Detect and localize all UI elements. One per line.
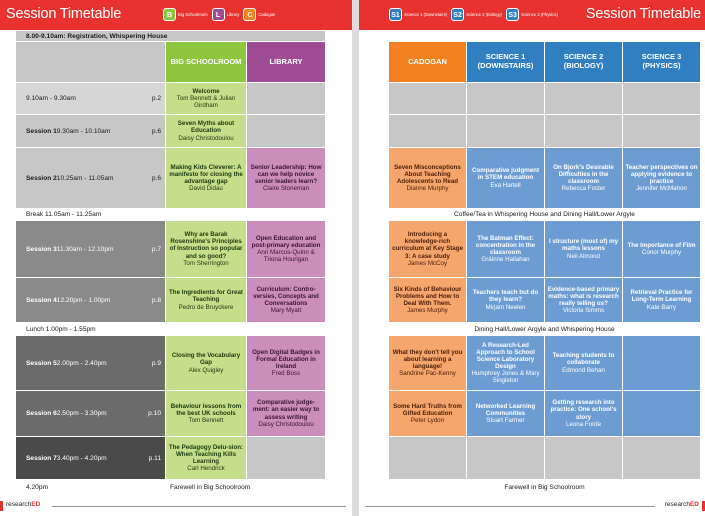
- empty-slot: [389, 437, 466, 479]
- session-speaker: Daisy Christodoulou: [258, 420, 314, 428]
- row-label-session-7: [16, 437, 165, 479]
- row-label-session-2: [16, 148, 165, 208]
- column-header-science-3: [623, 42, 700, 82]
- empty-slot: [545, 437, 622, 479]
- empty-slot: [623, 336, 700, 390]
- row-label-session-5: [16, 336, 165, 390]
- empty-slot: [467, 437, 544, 479]
- session-cell: [247, 148, 325, 208]
- session-title: Getting research into practice: One school's story: [550, 399, 617, 421]
- session-title: Open Education and post-primary education: [251, 234, 321, 249]
- legend-badge: S3: [506, 8, 519, 21]
- column-header-text: CADOGAN: [408, 56, 447, 66]
- session-title: Evidence-based primary maths: what is research really telling us?: [547, 285, 620, 307]
- empty-slot: [545, 83, 622, 114]
- break-text: Break 11.05am - 11.25am: [26, 211, 102, 218]
- legend-badge: C: [243, 8, 256, 21]
- session-speaker: Claire Stoneman: [262, 185, 310, 193]
- column-header-text: SCIENCE 2 (BIOLOGY): [563, 52, 604, 70]
- column-header-text: SCIENCE 3 (PHYSICS): [641, 52, 682, 70]
- lunch-band: [389, 323, 700, 335]
- row-time: 12.20pm - 1.00pm: [56, 296, 111, 304]
- left-footer: [0, 501, 352, 511]
- session-cell: [389, 221, 466, 277]
- page-ref: p.6: [151, 127, 161, 135]
- session-number: Session 5: [26, 359, 57, 367]
- session-speaker: Gráinne Hallahan: [481, 256, 530, 264]
- session-cell: [545, 148, 622, 208]
- legend-science-2: [451, 8, 502, 21]
- legend-label: Science 2 (Biology): [466, 12, 503, 17]
- left-header-bar: [0, 0, 352, 30]
- session-speaker: Mary Myatt: [270, 307, 302, 315]
- left-room-legend: [163, 8, 275, 21]
- legend-badge: S1: [389, 8, 402, 21]
- column-header-library: [247, 42, 325, 82]
- session-speaker: Jennifer McMahon: [636, 185, 687, 193]
- logo-suffix: ED: [31, 501, 41, 508]
- empty-slot: [545, 115, 622, 147]
- session-speaker: Humphrey Jones & Mary Singleton: [471, 370, 540, 385]
- legend-label: Science 3 (Physics): [521, 12, 558, 17]
- session-speaker: Edmond Behan: [562, 366, 605, 374]
- row-time: 9.10am - 9.30am: [26, 95, 76, 102]
- session-speaker: James McCoy: [407, 259, 448, 267]
- session-cell: [166, 391, 246, 436]
- session-speaker: Peter Lydon: [410, 417, 445, 425]
- session-speaker: Kate Barry: [646, 303, 677, 311]
- logo-suffix: ED: [689, 501, 699, 508]
- legend-label: Cadogan: [258, 12, 276, 17]
- column-header-text: BIG SCHOOLROOM: [170, 56, 242, 66]
- farewell-text: Farewell in Big Schoolroom: [504, 483, 585, 491]
- session-speaker: Alex Quigley: [188, 366, 224, 374]
- column-header-text: SCIENCE 1 (DOWNSTAIRS): [477, 52, 534, 70]
- session-number: Session 1: [26, 127, 57, 135]
- empty-slot: [389, 83, 466, 114]
- row-time: 2.50pm - 3.30pm: [56, 410, 107, 417]
- page-ref: p.6: [151, 174, 161, 182]
- footer-rule: [365, 506, 655, 507]
- session-cell: [166, 336, 246, 390]
- session-cell: [166, 83, 246, 114]
- session-cell: [389, 148, 466, 208]
- footer-rule: [52, 506, 346, 507]
- session-title: Introducing a knowledge-rich curriculum at Key Stage 3: A case study: [392, 231, 463, 260]
- session-title: Teacher perspectives on applying evidence to practice: [625, 163, 698, 185]
- session-title: The Importance of Film: [627, 241, 696, 249]
- farewell-text: Farewell in Big Schoolroom: [170, 483, 251, 491]
- session-speaker: Tom Bennett & Julian Girdham: [176, 94, 236, 110]
- session-speaker: Fred Boss: [271, 370, 301, 378]
- legend-science-1: [389, 8, 447, 21]
- session-speaker: Tom Sherrington: [183, 259, 229, 267]
- right-room-legend: [389, 8, 558, 21]
- page-ref: p.7: [151, 245, 161, 253]
- legend-big-schoolroom: [163, 8, 208, 21]
- row-time: 3.40pm - 4.20pm: [56, 454, 107, 462]
- empty-slot: [247, 437, 325, 479]
- session-speaker: Conor Murphy: [641, 249, 682, 256]
- session-cell: [166, 278, 246, 322]
- session-cell: [247, 221, 325, 277]
- session-cell: [467, 391, 544, 436]
- session-speaker: Daisy Christodoulou: [178, 134, 234, 142]
- session-title: Behaviour lessons from the best UK schools: [170, 402, 242, 417]
- session-title: Curriculum: Contro-versies, Concepts and Conversations: [253, 285, 319, 307]
- lunch-band: [16, 323, 325, 335]
- session-speaker: Neil Almond: [566, 252, 600, 260]
- row-time: 10.25am - 11.05am: [56, 174, 114, 182]
- session-speaker: Sandrine Pac-Kenny: [399, 370, 456, 378]
- session-speaker: Mirjam Neelen: [485, 303, 526, 311]
- session-number: Session 4: [26, 296, 57, 304]
- page-ref: p.11: [148, 454, 161, 462]
- session-cell: [166, 148, 246, 208]
- farewell-band: [389, 480, 700, 494]
- session-title: Six Kinds of Behaviour Problems and How to Deal With Them.: [393, 285, 462, 307]
- session-cell: [389, 391, 466, 436]
- session-cell: [545, 391, 622, 436]
- legend-library: [212, 8, 240, 21]
- legend-label: Big Schoolroom: [178, 12, 208, 17]
- session-cell: [166, 221, 246, 277]
- session-cell: [623, 148, 700, 208]
- legend-science-3: [506, 8, 558, 21]
- session-speaker: Rebecca Foster: [561, 185, 606, 193]
- registration-band: [16, 31, 325, 41]
- session-cell: [247, 391, 325, 436]
- row-label-welcome: [16, 83, 165, 114]
- column-header-text: LIBRARY: [269, 56, 303, 66]
- session-title: The Ingredients for Great Teaching: [169, 289, 243, 304]
- logo-prefix: research: [664, 501, 690, 508]
- session-title: Making Kids Cleverer: A manifesto for closing the advantage gap: [169, 163, 243, 185]
- session-title: Comparative judgment in STEM education: [471, 167, 540, 182]
- researched-logo: [665, 501, 699, 508]
- page-ref: p.9: [151, 359, 161, 367]
- session-title: Retrieval Practice for Long-Term Learning: [630, 289, 693, 304]
- researched-logo: [6, 501, 40, 508]
- coffee-text: Coffee/Tea in Whispering House and Dining Hall/Lower Argyle: [454, 211, 635, 218]
- session-cell: [166, 115, 246, 147]
- session-number: Session 2: [26, 174, 57, 182]
- session-cell: [247, 278, 325, 322]
- column-header-cadogan: [389, 42, 466, 82]
- empty-slot: [247, 83, 325, 114]
- break-band: [16, 209, 325, 220]
- column-header-science-1: [467, 42, 544, 82]
- session-title: The Pedagogy Delu-sion: When Teaching Kills Learning: [168, 443, 244, 465]
- coffee-band: [389, 209, 700, 220]
- column-header-science-2: [545, 42, 622, 82]
- session-cell: [545, 221, 622, 277]
- empty-slot: [467, 115, 544, 147]
- session-cell: [467, 336, 544, 390]
- legend-label: Library: [226, 12, 240, 17]
- lunch-text: Lunch 1.00pm - 1.55pm: [26, 325, 96, 333]
- row-label-session-4: [16, 278, 165, 322]
- empty-slot: [623, 83, 700, 114]
- session-cell: [166, 437, 246, 479]
- empty-slot: [623, 437, 700, 479]
- session-title: Seven Misconceptions About Teaching Adolescents to Read: [394, 163, 461, 185]
- empty-slot: [467, 83, 544, 114]
- row-label-session-3: [16, 221, 165, 277]
- right-header-bar: [359, 0, 705, 30]
- page-gutter: [352, 0, 359, 516]
- legend-cadogan: [243, 8, 275, 21]
- session-speaker: James Murphy: [407, 307, 448, 315]
- row-label-session-6: [16, 391, 165, 436]
- empty-slot: [623, 115, 700, 147]
- registration-text: 8.00-9.10am: Registration, Whispering House: [26, 32, 168, 40]
- empty-slot: [247, 115, 325, 147]
- session-title: Senior Leadership: How can we help novice senior leaders learn?: [250, 163, 322, 185]
- legend-label: Science 1 (Downstairs): [404, 12, 448, 17]
- logo-prefix: research: [6, 501, 32, 508]
- session-cell: [389, 278, 466, 322]
- row-time: 9.30am - 10.10am: [56, 127, 111, 135]
- session-title: Seven Myths about Education: [177, 120, 235, 135]
- page-ref: p.8: [151, 296, 161, 304]
- empty-slot: [389, 115, 466, 147]
- session-cell: [247, 336, 325, 390]
- session-cell: [623, 221, 700, 277]
- empty-slot: [623, 391, 700, 436]
- lunch-text: Dining Hall/Lower Argyle and Whispering House: [474, 325, 615, 333]
- session-title: What they don't tell you about learning a language!: [392, 348, 463, 370]
- session-number: Session 7: [26, 454, 57, 462]
- session-speaker: Carl Hendrick: [187, 465, 225, 473]
- end-time-band: [16, 480, 165, 494]
- right-page: [359, 0, 705, 516]
- session-title: Comparative judge-ment: an easier way to assess writing: [252, 399, 320, 421]
- session-number: Session 6: [26, 410, 57, 417]
- session-cell: [545, 336, 622, 390]
- session-speaker: Eva Hartell: [490, 181, 521, 189]
- session-cell: [467, 148, 544, 208]
- session-title: Why are Barak Rosenshine's Principles of Instruction so popular and so good?: [169, 231, 243, 260]
- session-title: Networked Learning Communities: [475, 402, 536, 417]
- farewell-band: [166, 480, 325, 494]
- session-speaker: Victoria Simms: [562, 307, 605, 315]
- page-ref: p.2: [151, 95, 161, 102]
- right-footer: [359, 501, 705, 511]
- session-title: Teaching students to collaborate: [552, 352, 615, 367]
- legend-badge: B: [163, 8, 176, 21]
- session-title: On Bjork's Desirable Difficulties in the classroom: [553, 163, 614, 185]
- legend-badge: S2: [451, 8, 464, 21]
- session-speaker: Leona Forde: [565, 420, 602, 428]
- header-spacer: [16, 42, 165, 82]
- right-page-title: Session Timetable: [585, 6, 701, 22]
- session-title: Teachers teach but do they learn?: [472, 289, 539, 304]
- row-label-session-1: [16, 115, 165, 147]
- column-header-big-schoolroom: [166, 42, 246, 82]
- left-page: [0, 0, 352, 516]
- session-speaker: Dianne Murphy: [406, 185, 449, 193]
- session-number: Session 3: [26, 245, 57, 253]
- row-time: 2.00pm - 2.40pm: [56, 359, 107, 367]
- session-title: Some Hard Truths from Gifted Education: [393, 402, 462, 417]
- session-speaker: Stuart Farmer: [486, 417, 525, 425]
- session-cell: [467, 221, 544, 277]
- session-cell: [623, 278, 700, 322]
- end-time: 4.20pm: [26, 483, 48, 491]
- session-title: The Batman Effect: concentration in the classroom: [475, 234, 536, 256]
- row-time: 11.30am - 12.10pm: [56, 245, 114, 253]
- session-title: Closing the Vocabulary Gap: [171, 352, 241, 367]
- session-speaker: Pedro de Bruyckere: [178, 303, 234, 311]
- session-speaker: David Didau: [189, 185, 223, 193]
- page-ref: p.10: [148, 410, 161, 417]
- session-cell: [467, 278, 544, 322]
- session-speaker: Tom Bennett: [188, 417, 224, 425]
- session-cell: [545, 278, 622, 322]
- session-cell: [389, 336, 466, 390]
- left-page-title: Session Timetable: [6, 6, 122, 22]
- session-title: I structure (most of) my maths lessons: [548, 238, 619, 253]
- session-speaker: Ann Marcus-Quinn & Triona Hourigan: [257, 249, 315, 264]
- legend-badge: L: [212, 8, 225, 21]
- session-title: A Research-Led Approach to School Science Laboratory Design: [476, 341, 535, 370]
- footer-marker: [0, 501, 3, 511]
- session-title: Welcome: [192, 87, 220, 95]
- session-title: Open Digital Badges in Formal Education in Ireland: [252, 348, 320, 370]
